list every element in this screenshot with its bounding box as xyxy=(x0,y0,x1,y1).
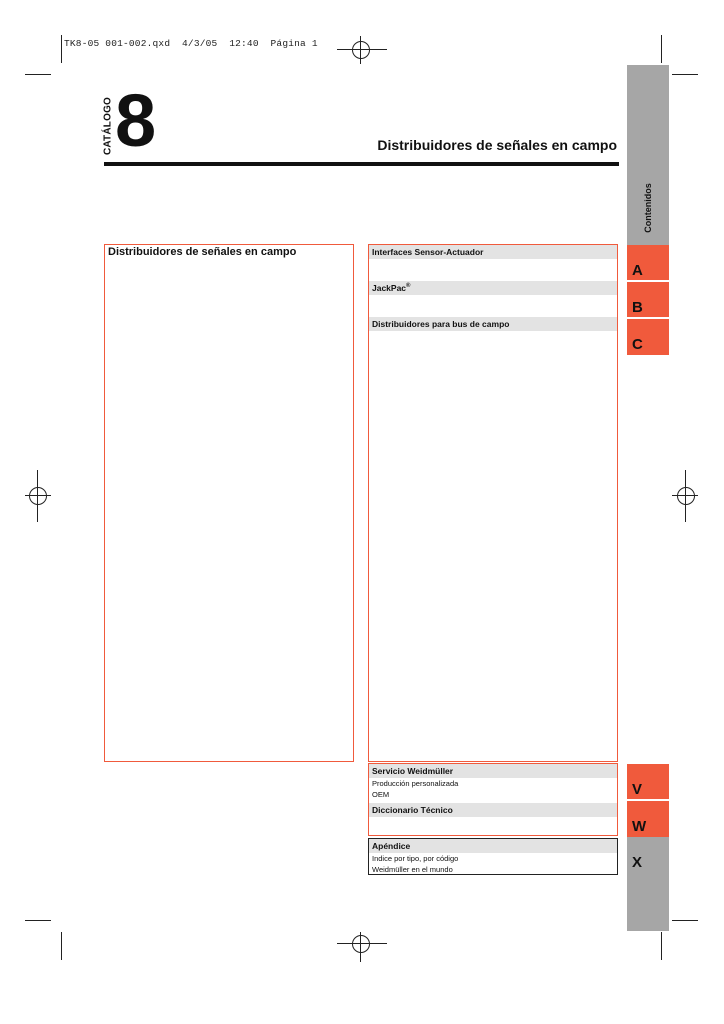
tab-contents-label: Contenidos xyxy=(643,183,653,233)
section-link-dictionary[interactable]: Diccionario Técnico xyxy=(369,803,617,817)
catalog-number: 8 xyxy=(115,79,155,162)
tab-c[interactable]: C xyxy=(627,319,669,355)
left-section-title: Distribuidores de señales en campo xyxy=(108,246,297,258)
crop-mark xyxy=(61,932,62,960)
service-line: Producción personalizada xyxy=(372,779,459,788)
registration-mark xyxy=(352,935,370,953)
catalog-label: CATÁLOGO xyxy=(102,96,114,156)
tab-v[interactable]: V xyxy=(627,764,669,800)
appendix-line: Weidmüller en el mundo xyxy=(372,865,453,874)
tab-w[interactable]: W xyxy=(627,801,669,837)
appendix-line: Indice por tipo, por código xyxy=(372,854,459,863)
tab-a[interactable]: A xyxy=(627,245,669,281)
crop-mark xyxy=(661,35,662,63)
section-link-appendix[interactable]: Apéndice xyxy=(369,839,617,853)
service-box xyxy=(368,763,618,836)
section-link-jackpac[interactable] xyxy=(369,281,617,295)
crop-mark xyxy=(672,920,698,921)
right-section-box xyxy=(368,244,618,762)
crop-mark xyxy=(25,74,51,75)
tab-x[interactable]: X xyxy=(627,837,669,931)
jackpac-label: JackPac xyxy=(372,283,407,293)
appendix-box xyxy=(368,838,618,875)
registered-mark: ® xyxy=(406,283,411,290)
registration-mark xyxy=(677,487,695,505)
section-link-fieldbus[interactable]: Distribuidores para bus de campo xyxy=(369,317,617,331)
section-link-interfaces[interactable]: Interfaces Sensor-Actuador xyxy=(369,245,617,259)
registration-mark xyxy=(352,41,370,59)
crop-mark xyxy=(661,932,662,960)
registration-mark xyxy=(29,487,47,505)
section-link-service[interactable]: Servicio Weidmüller xyxy=(369,764,617,778)
crop-mark xyxy=(61,35,62,63)
header-rule xyxy=(104,162,619,166)
service-line: OEM xyxy=(372,790,390,799)
left-section-box xyxy=(104,244,354,762)
crop-mark xyxy=(672,74,698,75)
tab-b[interactable]: B xyxy=(627,282,669,318)
crop-mark xyxy=(25,920,51,921)
file-slug: TK8-05 001-002.qxd 4/3/05 12:40 Página 1 xyxy=(64,38,318,49)
page-title: Distribuidores de señales en campo xyxy=(377,137,617,153)
